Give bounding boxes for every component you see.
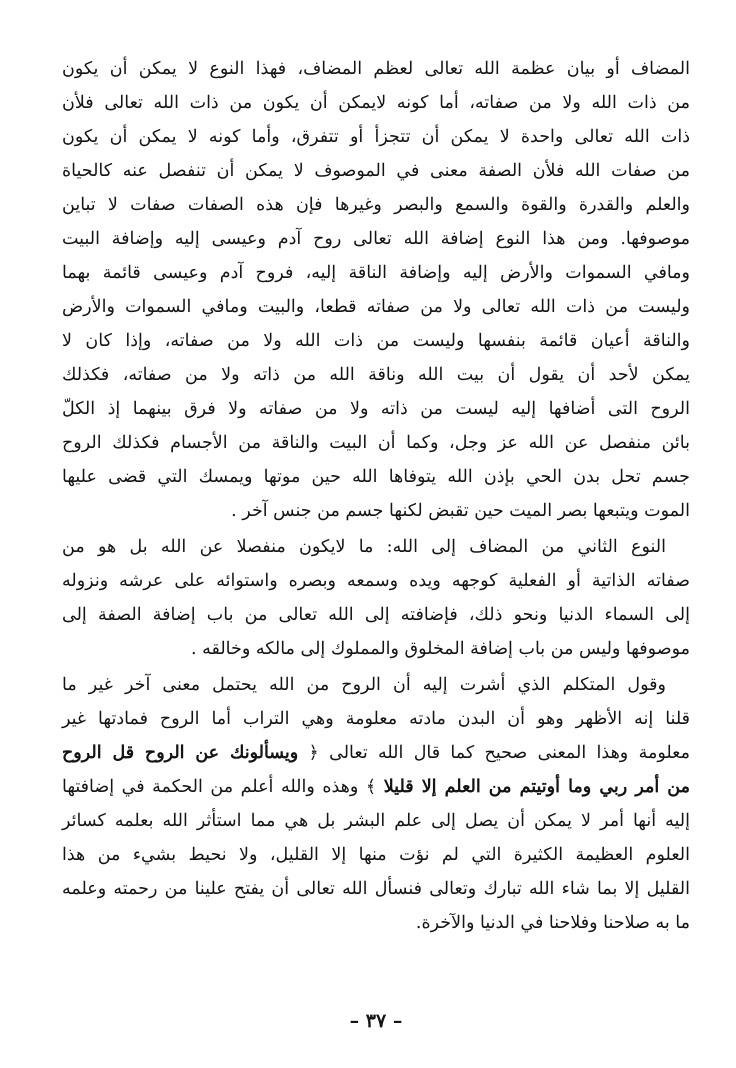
text-line: الموت ويتبعها بصر الميت حين تقبض لكنها جسم من جنس آخر .: [231, 501, 690, 521]
text-fragment: ﴾ وهذه والله أعلم من الحكمة في إضافتها: [62, 777, 384, 797]
text-line-quran-end: [62, 770, 690, 804]
text-line: موصوفها. ومن هذا النوع إضافة الله تعالى روح آدم وعيسى إليه وإضافة البيت: [62, 229, 690, 249]
quran-verse-part: ويسألونك عن الروح قل الروح: [62, 743, 299, 763]
text-line: إليه أنها أمر لا يمكن أن يصل إلى علم البشر بل هي مما استأثر الله بعلمه كسائر: [62, 811, 690, 831]
text-line: ذات الله تعالى واحدة لا يمكن أن تتجزأ أو تتفرق، وأما كونه لا يمكن أن يكون: [62, 127, 690, 147]
text-line: العلوم العظيمة الكثيرة التي لم نؤت منها إلا القليل، ولا نحيط بشيء من هذا: [62, 845, 690, 865]
text-line: وليست من ذات الله تعالى ولا من صفاته قطعا، والبيت ومافي السموات والأرض: [62, 297, 690, 317]
text-line: الروح التى أضافها إليه ليست من ذاته ولا من صفاته ولا فرق بينهما إذ الكلّ: [62, 399, 690, 419]
text-line: موصوفها وليس من باب إضافة المخلوق والمملوك إلى مالكه وخالقه .: [190, 639, 690, 659]
text-line: قلنا إنه الأظهر وهو أن البدن مادته معلومة وهي التراب أما الروح فمادتها غير: [62, 709, 690, 729]
text-line: والناقة أعيان قائمة بنفسها وليست من ذات الله ولا من صفاته، وإذا كان لا: [62, 331, 690, 351]
text-line: بائن منفصل عن الله عز وجل، وكما أن البيت والناقة من الأجسام فكذلك الروح: [62, 433, 690, 453]
text-line: صفاته الذاتية أو الفعلية كوجهه ويده وسمعه وبصره واستوائه على عرشه ونزوله: [62, 571, 690, 591]
text-line: ومافي السموات والأرض إليه وإضافة الناقة إليه، فروح آدم وعيسى قائمة بهما: [62, 263, 690, 283]
text-line: وقول المتكلم الذي أشرت إليه أن الروح من الله يحتمل معنى آخر غير ما: [62, 675, 666, 695]
quran-verse-part: من أمر ربي وما أوتيتم من العلم إلا قليلا: [383, 777, 690, 797]
text-line: من صفات الله فلأن الصفة معنى في الموصوف لا يمكن أن تنفصل عنه كالحياة: [62, 161, 690, 181]
text-fragment: معلومة وهذا المعنى صحيح كما قال الله تعالى ﴿: [298, 743, 690, 763]
text-line: النوع الثاني من المضاف إلى الله: ما لايكون منفصلا عن الله بل هو من: [62, 537, 666, 557]
text-line: ما به صلاحنا وفلاحنا في الدنيا والآخرة.: [415, 913, 690, 933]
page-number: – ٣٧ –: [349, 1010, 403, 1032]
text-line: إلى السماء الدنيا ونحو ذلك، فإضافته إلى الله تعالى من باب إضافة الصفة إلى: [62, 605, 690, 625]
text-line: القليل إلا بما شاء الله تبارك وتعالى فنسأل الله تعالى أن يفتح علينا من رحمته وعلمه: [62, 879, 690, 899]
text-line: يمكن لأحد أن يقول أن بيت الله وناقة الله من ذاته ولا من صفاته، فكذلك: [62, 365, 690, 385]
text-line: والعلم والقدرة والقوة والسمع والبصر وغيرها فإن هذه الصفات صفات لا تباين: [62, 195, 690, 215]
text-line: المضاف أو بيان عظمة الله تعالى لعظم المضاف، فهذا النوع لا يمكن أن يكون: [62, 59, 690, 79]
text-line: جسم تحل بدن الحي بإذن الله يتوفاها الله حين موتها ويمسك التي قضى عليها: [62, 467, 690, 487]
text-line: من ذات الله ولا من صفاته، أما كونه لايمكن أن يكون من ذات الله تعالى فلأن: [62, 93, 690, 113]
book-page: [62, 52, 690, 1052]
text-line-quran-start: [62, 736, 690, 770]
